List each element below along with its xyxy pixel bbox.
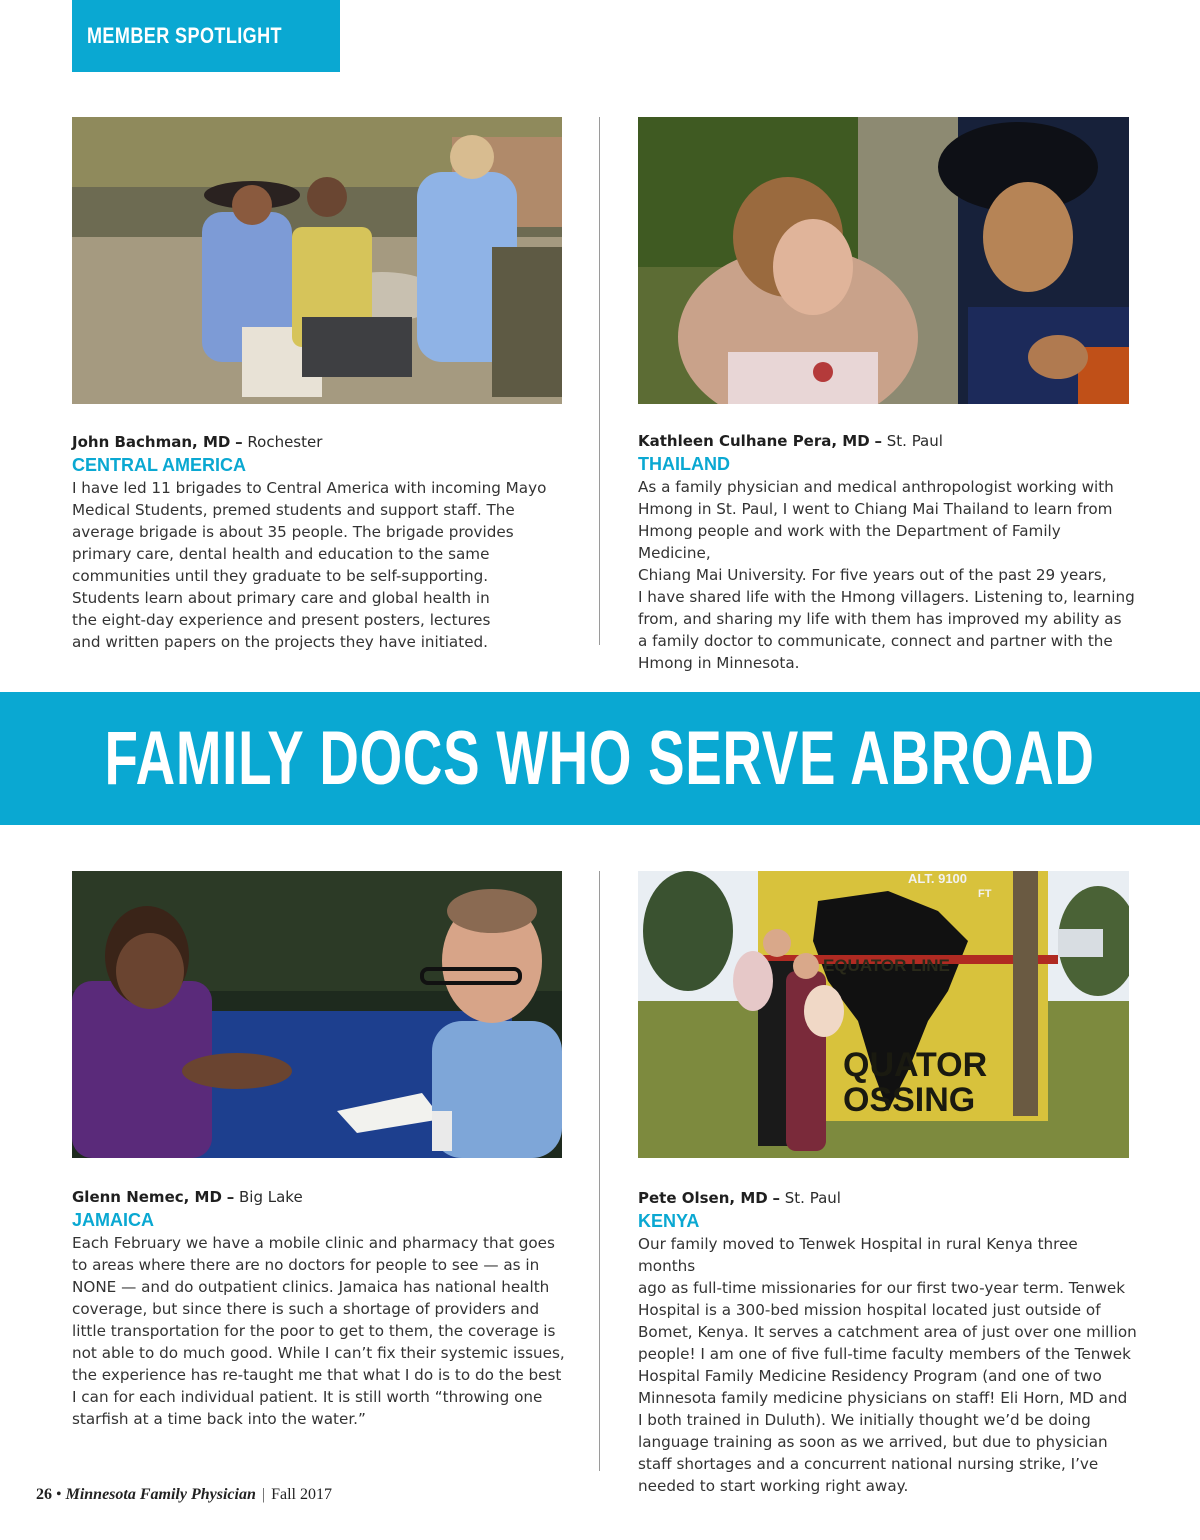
column-divider-bottom (599, 871, 600, 1471)
magazine-name: Minnesota Family Physician (65, 1486, 256, 1503)
body-line: people! I am one of five full-time faculty members of the Tenwek (638, 1345, 1131, 1363)
body-line: Medical Students, premed students and support staff. The (72, 501, 515, 519)
body-line: coverage, but since there is such a shortage of providers and (72, 1300, 540, 1318)
profile-region: THAILAND (638, 454, 730, 474)
profile-body (638, 1233, 1138, 1497)
page-number: 26 (36, 1486, 52, 1503)
body-line: NONE — and do outpatient clinics. Jamaica has national health (72, 1278, 550, 1296)
body-line: ago as full-time missionaries for our first two-year term. Tenwek (638, 1279, 1126, 1297)
body-line: a family doctor to communicate, connect and partner with the (638, 632, 1113, 650)
body-line: communities until they graduate to be self-supporting. (72, 567, 489, 585)
profile-byline (72, 432, 572, 452)
body-line: Hmong in Minnesota. (638, 654, 800, 672)
photo-central-america (72, 117, 562, 404)
byline-dash: – (226, 1188, 235, 1206)
title-banner (0, 692, 1200, 825)
profile-olsen (638, 1188, 1138, 1497)
body-line: Chiang Mai University. For five years out of the past 29 years, (638, 566, 1107, 584)
body-line: Hmong in St. Paul, I went to Chiang Mai Thailand to learn from (638, 500, 1113, 518)
issue-date: Fall 2017 (271, 1486, 332, 1503)
profile-bachman (72, 432, 572, 653)
page-footer (36, 1486, 332, 1504)
body-line: Hospital Family Medicine Residency Program (and one of two (638, 1367, 1102, 1385)
body-line: Students learn about primary care and global health in (72, 589, 490, 607)
body-line: from, and sharing my life with them has improved my ability as (638, 610, 1122, 628)
profile-byline (638, 431, 1138, 451)
profile-region: KENYA (638, 1211, 700, 1231)
body-line: Each February we have a mobile clinic and pharmacy that goes (72, 1234, 555, 1252)
body-line: little transportation for the poor to get to them, the coverage is (72, 1322, 556, 1340)
body-line: to areas where there are no doctors for people to see — as in (72, 1256, 540, 1274)
photo-jamaica (72, 871, 562, 1158)
body-line: the eight-day experience and present posters, lectures (72, 611, 491, 629)
profile-name: John Bachman, MD (72, 433, 231, 451)
profile-body (72, 1232, 572, 1430)
profile-body (638, 476, 1138, 674)
body-line: I have shared life with the Hmong villagers. Listening to, learning (638, 588, 1135, 606)
footer-bullet: • (56, 1486, 62, 1503)
body-line: As a family physician and medical anthropologist working with (638, 478, 1114, 496)
profile-byline (638, 1188, 1138, 1208)
profile-name: Pete Olsen, MD (638, 1189, 768, 1207)
profile-nemec (72, 1187, 572, 1430)
body-line: Our family moved to Tenwek Hospital in rural Kenya three months (638, 1235, 1078, 1275)
body-line: and written papers on the projects they have initiated. (72, 633, 489, 651)
body-line: I have led 11 brigades to Central America with incoming Mayo (72, 479, 547, 497)
profile-city: St. Paul (886, 432, 943, 450)
profile-city: St. Paul (784, 1189, 841, 1207)
byline-dash: – (235, 433, 243, 451)
byline-dash: – (874, 432, 882, 450)
body-line: Minnesota family medicine physicians on staff! Eli Horn, MD and (638, 1389, 1128, 1407)
profile-body (72, 477, 572, 653)
body-line: language training as soon as we arrived, but due to physician (638, 1433, 1108, 1451)
body-line: Bomet, Kenya. It serves a catchment area of just over one million (638, 1323, 1137, 1341)
profile-region: JAMAICA (72, 1210, 155, 1230)
sign-crossing-2: OSSING (843, 1081, 976, 1119)
footer-separator: | (261, 1486, 266, 1503)
section-tag-label: MEMBER SPOTLIGHT (87, 23, 282, 48)
profile-city: Rochester (247, 433, 323, 451)
profile-name: Glenn Nemec, MD (72, 1188, 222, 1206)
sign-ft: FT (978, 888, 992, 900)
profile-city: Big Lake (239, 1188, 303, 1206)
photo-thailand (638, 117, 1129, 404)
body-line: needed to start working right away. (638, 1477, 909, 1495)
profile-name: Kathleen Culhane Pera, MD (638, 432, 870, 450)
body-line: staff shortages and a concurrent national nursing strike, I’ve (638, 1455, 1099, 1473)
body-line: I can for each individual patient. It is still worth “throwing one (72, 1388, 543, 1406)
sign-crossing-1: QUATOR (843, 1046, 988, 1084)
profile-pera (638, 431, 1138, 674)
body-line: average brigade is about 35 people. The brigade provides (72, 523, 514, 541)
sign-equator-line: EQUATOR LINE (823, 956, 950, 975)
photo-kenya (638, 871, 1129, 1158)
body-line: I both trained in Duluth). We initially thought we’d be doing (638, 1411, 1091, 1429)
column-divider-top (599, 117, 600, 645)
body-line: primary care, dental health and education to the same (72, 545, 490, 563)
body-line: not able to do much good. While I can’t fix their systemic issues, (72, 1344, 565, 1362)
byline-dash: – (772, 1189, 780, 1207)
profile-region: CENTRAL AMERICA (72, 455, 246, 475)
sign-altitude: ALT. 9100 (908, 871, 968, 886)
body-line: Hospital is a 300-bed mission hospital located just outside of (638, 1301, 1101, 1319)
section-tag (72, 0, 340, 72)
profile-byline (72, 1187, 572, 1207)
body-line: the experience has re-taught me that what I do is to do the best (72, 1366, 562, 1384)
body-line: Hmong people and work with the Department of Family Medicine, (638, 522, 1061, 562)
page-title: FAMILY DOCS WHO SERVE ABROAD (104, 716, 1096, 801)
body-line: starfish at a time back into the water.” (72, 1410, 366, 1428)
